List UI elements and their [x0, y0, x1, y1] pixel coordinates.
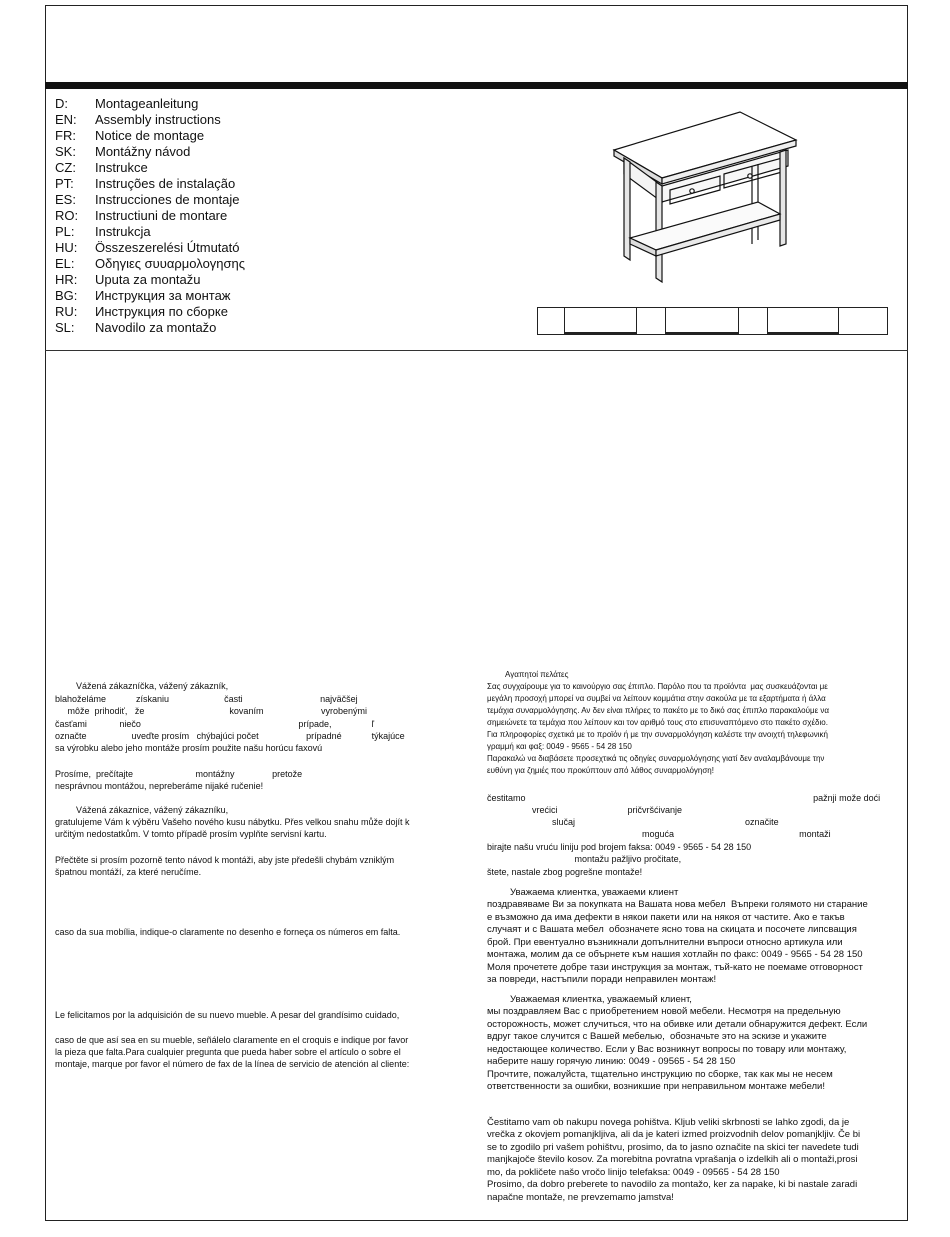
- language-code: HR:: [55, 272, 78, 287]
- sl-text-line: napačne montaže, ne prevzemamo jamstva!: [487, 1192, 674, 1203]
- parts-cell: [538, 308, 565, 334]
- language-code: D:: [55, 96, 68, 111]
- ru-text-line: Прочтите, пожалуйста, тщательно инструкцию по сборке, так как мы не несем: [487, 1069, 833, 1080]
- language-row: [55, 208, 245, 224]
- sl-text-line: mo, da pokličete našo vročo linijo telefaksa: 0049 - 09565 - 54 28 150: [487, 1167, 780, 1178]
- language-row: [55, 128, 245, 144]
- el-greeting: Αγαπητοί πελάτες: [505, 670, 569, 679]
- language-code: EN:: [55, 112, 77, 127]
- el-text-line: Για πληροφορίες σχετικά με το προϊόν ή με την συναρμολόγηση καλέστε την ανοιχτή τηλεφωνική: [487, 730, 828, 739]
- bg-text-line: случаят и с Вашата мебел обозначете ясно това на скицата и посочете липсващия: [487, 924, 857, 935]
- language-code: PT:: [55, 176, 74, 191]
- sk-text-line: Prosíme, prečítajte montážny pretože: [55, 769, 303, 779]
- language-title: Montážny návod: [95, 144, 191, 159]
- sk-greeting: Vážená zákazníčka, vážený zákazník,: [76, 681, 229, 691]
- language-row: [55, 176, 245, 192]
- sl-text-line: manjkajoče število kosov. Za morebitna povratna vprašanja o izdelkih ali o montaži,prosi: [487, 1154, 858, 1165]
- sl-text-line: vrečka z okovjem pomanjkljiva, ali da je kateri izmed proizvodnih delov pomanjkljiv. Če bi: [487, 1129, 861, 1140]
- parts-cell: [637, 308, 666, 334]
- language-row: [55, 192, 245, 208]
- ru-text-line: наберите нашу горячую линию: 0049 - 09565 - 54 28 150: [487, 1056, 736, 1067]
- language-row: [55, 112, 245, 128]
- el-text-line: ευθύνη για ζημιές που προκύπτουν από λάθος συναρμολόγηση!: [487, 766, 714, 775]
- cz-text-line: gratulujeme Vám k výběru Vašeho nového kusu nábytku. Přes velkou snahu může dojít k: [55, 817, 410, 827]
- el-text-line: γραμμή και φαξ: 0049 - 9565 - 54 28 150: [487, 742, 632, 751]
- language-row: [55, 304, 245, 320]
- language-title: Notice de montage: [95, 128, 205, 143]
- language-code: SL:: [55, 320, 75, 335]
- hr-text-line: moguća montaži: [487, 829, 831, 839]
- parts-bar: [537, 307, 888, 335]
- language-code: BG:: [55, 288, 78, 303]
- es-text-line: caso de que así sea en su mueble, señálelo claramente en el croquis e indique por favor: [55, 1035, 409, 1045]
- bg-text-line: е възможно да има дефекти в някои пакети или на някоя от частите. Ако е такъв: [487, 912, 845, 923]
- language-title: Assembly instructions: [95, 112, 221, 127]
- sk-text-line: časťami niečo prípade, ľ: [55, 719, 375, 729]
- language-row: [55, 320, 245, 336]
- el-text-line: τεμάχια συναρμολόγησης. Αν δεν είναι πλήρες το πακέτο με το δικό σας έπιπλο παρακαλούμε να: [487, 706, 829, 715]
- el-text-line: μεγάλη προσοχή μπορεί να συμβεί να λείπουν κομμάτια στην σακούλα με τα εξαρτήματα ή άλλα: [487, 694, 826, 703]
- header-bar: [45, 82, 908, 89]
- language-code: RO:: [55, 208, 79, 223]
- language-code: ES:: [55, 192, 76, 207]
- language-row: [55, 288, 245, 304]
- ru-greeting: Уважаемая клиентка, уважаемый клиент,: [510, 994, 692, 1005]
- language-code: CZ:: [55, 160, 76, 175]
- bg-greeting: Уважаема клиентка, уважаеми клиент: [510, 887, 679, 898]
- hr-text-line: birajte našu vruću liniju pod brojem faksa: 0049 - 9565 - 54 28 150: [487, 842, 752, 852]
- ru-text-line: мы поздравляем Вас с приобретением новой мебели. Несмотря на предельную: [487, 1006, 841, 1017]
- language-code: EL:: [55, 256, 75, 271]
- language-row: [55, 160, 245, 176]
- language-code: PL:: [55, 224, 75, 239]
- parts-cell: [666, 308, 739, 334]
- language-title: Instructiuni de montare: [95, 208, 228, 223]
- language-code: SK:: [55, 144, 76, 159]
- el-text-line: Παρακαλώ να διαβάσετε προσεχτικά τις οδηγίες συναρμολόγησης γιατί δεν αναλαμβάνουμε την: [487, 754, 825, 763]
- parts-cell: [739, 308, 768, 334]
- es-text-line: Le felicitamos por la adquisición de su nuevo mueble. A pesar del grandísimo cuidado,: [55, 1010, 400, 1020]
- hr-text-line: slučaj označite: [487, 817, 779, 827]
- language-title: Összeszerelési Útmutató: [95, 240, 240, 255]
- bg-text-line: за повреди, настъпили поради неправилен монтаж!: [487, 974, 717, 985]
- sl-text-line: Čestitamo vam ob nakupu novega pohištva. Kljub veliki skrbnosti se lahko zgodi, da je: [487, 1117, 850, 1128]
- ru-text-line: осторожность, может случиться, что на обивке или детали обнаружится дефект. Если: [487, 1019, 868, 1030]
- cz-text-line: špatnou montáží, za které neručíme.: [55, 867, 202, 877]
- language-title: Instrukce: [95, 160, 148, 175]
- parts-cell: [768, 308, 839, 334]
- ru-text-line: недостающее количество. Если у Вас возникнут вопросы по товару или монтажу,: [487, 1044, 847, 1055]
- language-title: Instruções de instalação: [95, 176, 236, 191]
- language-title: Инструкция за монтаж: [95, 288, 231, 303]
- language-row: [55, 144, 245, 160]
- hr-text-line: montažu pažljivo pročitate,: [487, 854, 682, 864]
- language-code: FR:: [55, 128, 76, 143]
- el-text-line: σημειώνετε τα τεμάχια που λείπουν και τον αριθμό τους στο επισυναπτόμενο στο πακέτο σχέδιο.: [487, 718, 828, 727]
- cz-text-line: určitým nedostatkům. V tomto případě prosím vyplňte servisní kartu.: [55, 829, 327, 839]
- language-list: [55, 96, 245, 336]
- bg-text-line: поздравяваме Ви за покупката на Вашата нова мебел Въпреки голямото ни старание: [487, 899, 868, 910]
- el-text-line: Σας συγχαίρουμε για το καινούργιο σας έπιπλο. Παρόλο που τα προϊόντα μας συσκευάζονται με: [487, 682, 828, 691]
- es-text-line: montaje, marque por favor el número de fax de la línea de servicio de atención al cliente:: [55, 1059, 410, 1069]
- sk-text-line: označte uveďte prosím chýbajúci počet prípadné týkajúce: [55, 731, 405, 741]
- language-title: Instrucciones de montaje: [95, 192, 240, 207]
- language-row: [55, 256, 245, 272]
- section-divider: [45, 350, 908, 351]
- language-title: Instrukcja: [95, 224, 151, 239]
- sk-text-line: môže prihodiť, že kovaním vyrobenými: [55, 706, 367, 716]
- language-row: [55, 224, 245, 240]
- language-row: [55, 96, 245, 112]
- sk-text-line: sa výrobku alebo jeho montáže prosím použite našu horúcu faxovú: [55, 743, 323, 753]
- bg-text-line: брой. При евентуално възникнали допълнителни въпроси относно артикула или: [487, 937, 843, 948]
- cz-greeting: Vážená zákaznice, vážený zákazníku,: [76, 805, 229, 815]
- language-title: Uputa za montažu: [95, 272, 201, 287]
- sl-text-line: se to zgodilo pri vašem pohištvu, prosimo, da to jasno označite na skici ter navedete tudi: [487, 1142, 859, 1153]
- sk-text-line: blahoželáme získaniu časti najväčšej: [55, 694, 358, 704]
- language-title: Montageanleitung: [95, 96, 199, 111]
- hr-text-line: vrećici pričvršćivanje: [487, 805, 683, 815]
- sl-text-line: Prosimo, da dobro preberete to navodilo za montažo, ker za napake, ki bi nastale zaradi: [487, 1179, 858, 1190]
- parts-cell: [565, 308, 637, 334]
- language-title: Инструкция по сборке: [95, 304, 228, 319]
- console-table-illustration: [612, 110, 802, 290]
- hr-text-line: čestitamo pažnji može doći: [487, 793, 881, 803]
- cz-text-line: Přečtěte si prosím pozorně tento návod k montáži, aby jste předešli chybám vzniklým: [55, 855, 395, 865]
- parts-cell: [839, 308, 887, 334]
- pt-text-line: caso da sua mobília, indique-o claramente no desenho e forneça os números em falta.: [55, 927, 401, 937]
- bg-text-line: Моля прочетете добре тази инструкция за монтаж, тъй-като не поемаме отговорност: [487, 962, 863, 973]
- ru-text-line: вдруг такое случится с Вашей мебелью, обозначьте это на эскизе и укажите: [487, 1031, 827, 1042]
- hr-text-line: štete, nastale zbog pogrešne montaže!: [487, 867, 643, 877]
- language-row: [55, 240, 245, 256]
- es-text-line: la pieza que falta.Para cualquier pregunta que pueda haber sobre el artículo o sobre el: [55, 1047, 401, 1057]
- language-code: HU:: [55, 240, 78, 255]
- ru-text-line: ответственности за ошибки, возникшие при неправильном монтаже мебели!: [487, 1081, 825, 1092]
- language-row: [55, 272, 245, 288]
- language-title: Navodilo za montažo: [95, 320, 217, 335]
- language-title: Οδηγιες συυαρμολογησης: [95, 256, 246, 271]
- sk-text-line: nesprávnou montážou, nepreberáme nijaké ručenie!: [55, 781, 264, 791]
- bg-text-line: монтажа, молим да се обърнете към нашия хотлайн по факс: 0049 - 9565 - 54 28 150: [487, 949, 863, 960]
- language-code: RU:: [55, 304, 78, 319]
